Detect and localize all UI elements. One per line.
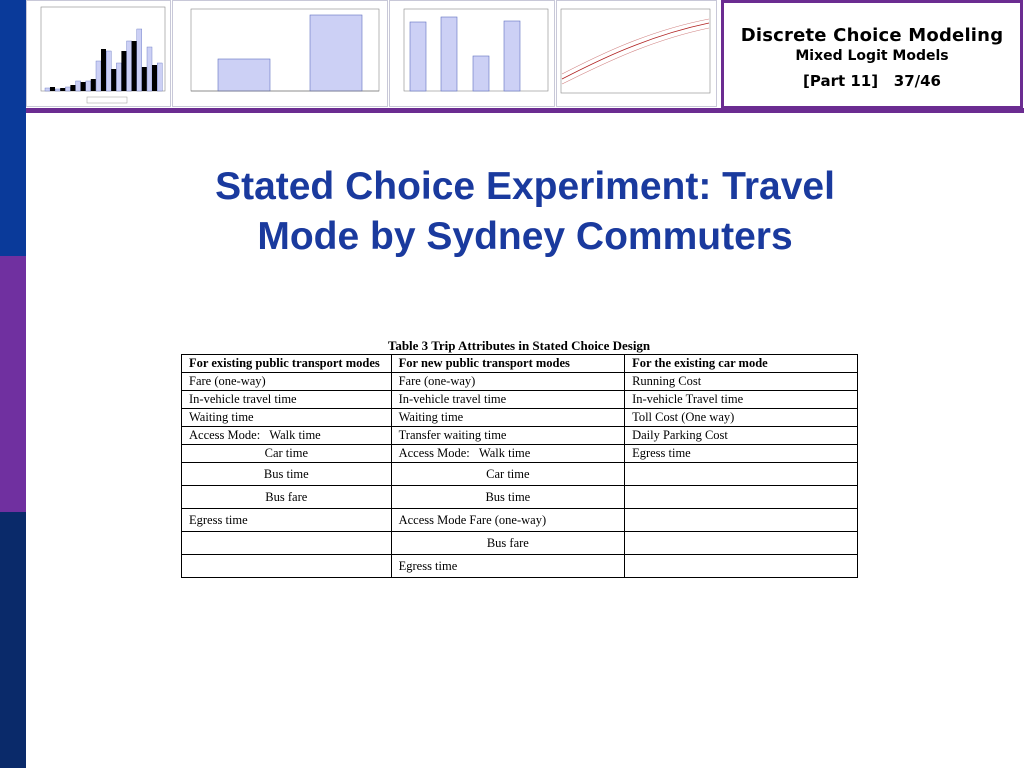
thumbnail-bar [50, 87, 55, 91]
table-row [182, 391, 858, 409]
table-cell: Fare (one-way) [391, 373, 624, 391]
table-row [182, 509, 858, 532]
table-cell: Bus fare [182, 486, 392, 509]
table-row [182, 463, 858, 486]
table-cell: Transfer waiting time [391, 427, 624, 445]
thumbnail-bar [152, 65, 157, 91]
table-row [182, 373, 858, 391]
table-cell [182, 532, 392, 555]
thumbnail-bar [101, 49, 106, 91]
table-cell [625, 532, 858, 555]
table-cell: Egress time [625, 445, 858, 463]
slide-title-line-1: Stated Choice Experiment: Travel [215, 165, 835, 208]
thumbnail-bar [76, 81, 81, 91]
table-cell [625, 509, 858, 532]
table-cell: Waiting time [182, 409, 392, 427]
thumbnail-bar [91, 79, 96, 91]
thumbnail-bar [142, 67, 147, 91]
table-cell: Daily Parking Cost [625, 427, 858, 445]
thumbnail-bar [137, 29, 142, 91]
table-row [182, 445, 858, 463]
thumbnail-bar [127, 41, 132, 91]
table-caption: Table 3 Trip Attributes in Stated Choice Design [387, 338, 651, 353]
table-cell: Car time [391, 463, 624, 486]
part-and-page [724, 72, 1020, 90]
thumbnail-bar [45, 88, 50, 91]
trip-attributes-table [181, 354, 858, 578]
course-title: Discrete Choice Modeling [740, 25, 1004, 46]
table-cell: In-vehicle Travel time [625, 391, 858, 409]
thumbnail-bar [70, 85, 75, 91]
slide-title-line-2: Mode by Sydney Commuters [257, 215, 793, 258]
table-cell [625, 486, 858, 509]
table-cell: Bus fare [391, 532, 624, 555]
page-number: 37/46 [893, 72, 941, 90]
thumbnail-bar-chart-two [172, 0, 388, 107]
left-color-stripe [0, 0, 26, 768]
stripe-blue [0, 0, 26, 256]
table-cell: Access Mode Fare (one-way) [391, 509, 624, 532]
thumbnail-bar [86, 81, 91, 91]
stripe-navy [0, 512, 26, 768]
table-header-row [182, 355, 858, 373]
table-cell: Access Mode: Walk time [391, 445, 624, 463]
table-cell: In-vehicle travel time [182, 391, 392, 409]
thumbnail-bar [116, 63, 121, 91]
header-new-public: For new public transport modes [391, 355, 624, 373]
table-row [182, 532, 858, 555]
thumbnail-bar [65, 87, 70, 91]
table-cell: Egress time [391, 555, 624, 578]
course-title-box [721, 0, 1023, 109]
table-row [182, 409, 858, 427]
slide-title [130, 162, 920, 262]
table-row [182, 427, 858, 445]
table-cell: In-vehicle travel time [391, 391, 624, 409]
thumbnail-bar [81, 82, 86, 91]
table-cell: Egress time [182, 509, 392, 532]
table-cell [182, 555, 392, 578]
thumbnail-bar [96, 61, 101, 91]
table-cell: Running Cost [625, 373, 858, 391]
thumbnail-bar [121, 51, 126, 91]
thumbnail-bar [106, 51, 111, 91]
stripe-purple [0, 256, 26, 512]
table-cell: Fare (one-way) [182, 373, 392, 391]
table-cell: Access Mode: Walk time [182, 427, 392, 445]
thumbnail-line-plot [556, 0, 717, 107]
table-row [182, 486, 858, 509]
thumbnail-histogram [26, 0, 171, 107]
course-subtitle: Mixed Logit Models [795, 48, 949, 64]
table-cell [625, 555, 858, 578]
thumbnail-bar [60, 88, 65, 91]
thumbnail-bar [55, 89, 60, 91]
table-cell [625, 463, 858, 486]
table-cell: Waiting time [391, 409, 624, 427]
thumbnail-bar [132, 41, 137, 91]
table-cell: Car time [182, 445, 392, 463]
table-cell: Bus time [391, 486, 624, 509]
part-label: [Part 11] [803, 72, 879, 90]
table-cell: Bus time [182, 463, 392, 486]
thumbnail-bar [157, 63, 162, 91]
header-existing-public: For existing public transport modes [182, 355, 392, 373]
thumbnail-bar-chart-modes [389, 0, 555, 107]
thumbnail-bar [147, 47, 152, 91]
thumbnail-bar [111, 69, 116, 91]
header-existing-car: For the existing car mode [625, 355, 858, 373]
table-row [182, 555, 858, 578]
table-cell: Toll Cost (One way) [625, 409, 858, 427]
